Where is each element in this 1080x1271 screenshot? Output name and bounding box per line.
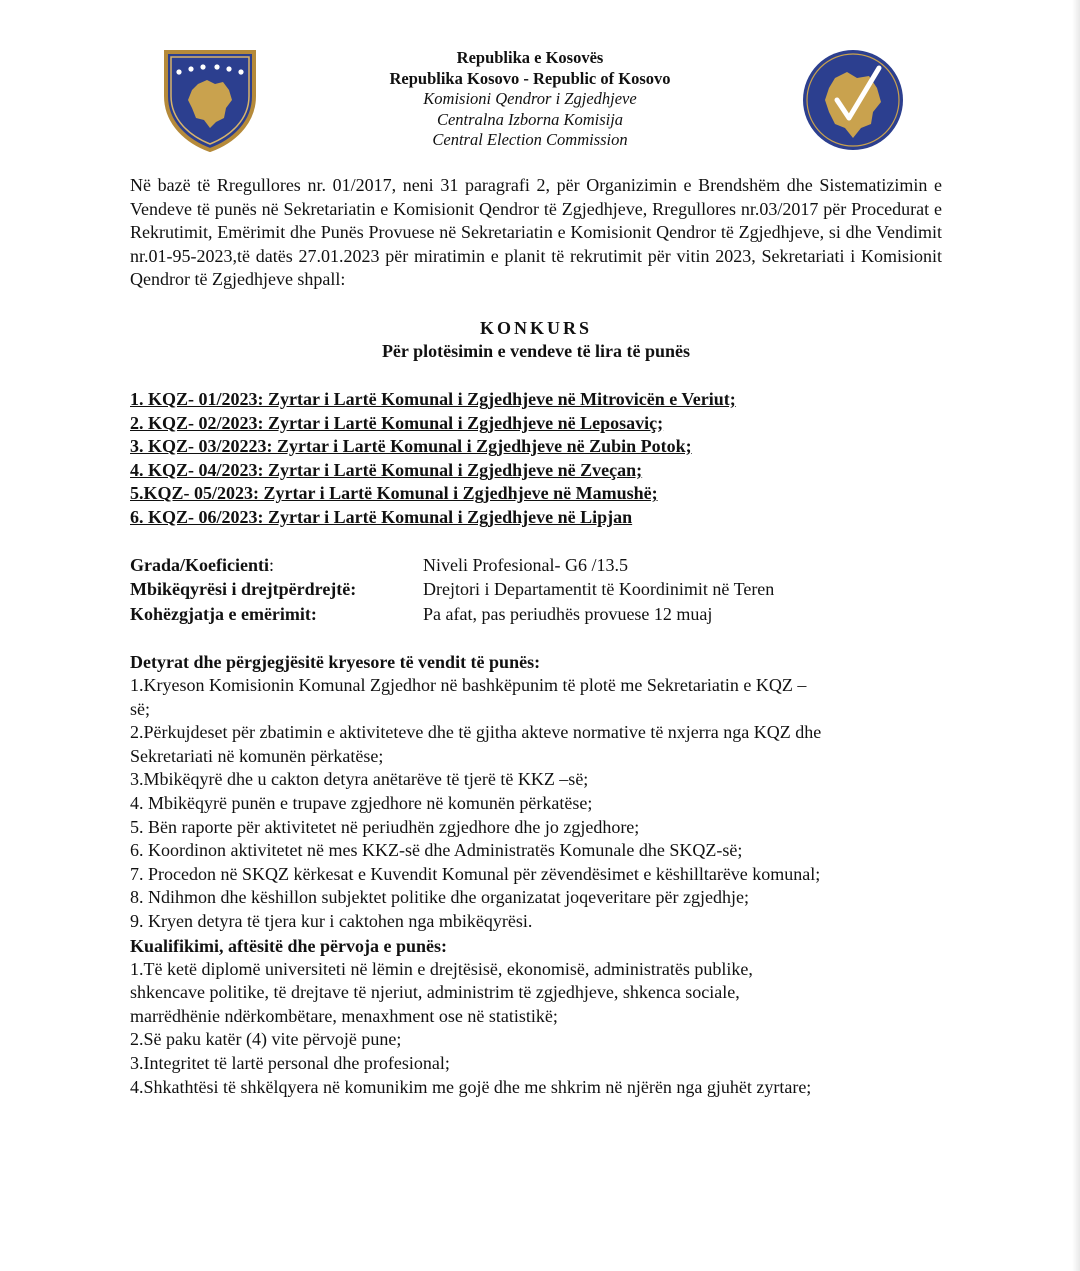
duty-item: 4. Mbikëqyrë punën e trupave zgjedhore në komunën përkatëse; [130,793,593,813]
position-item: 2. KQZ- 02/2023: Zyrtar i Lartë Komunal i Zgjedhjeve në Leposaviç; [130,412,664,433]
document-title: KONKURS [479,317,592,338]
duty-item: 6. Koordinon aktivitetet në mes KKZ-së dhe Administratës Komunale dhe SKQZ-së; [130,840,743,861]
position-item: 6. KQZ- 06/2023: Zyrtar i Lartë Komunal i Zgjedhjeve në Lipjan [130,506,633,527]
duties-list [130,674,942,934]
header-line-3: Komisioni Qendror i Zgjedhjeve [423,89,637,108]
kosovo-coat-of-arms-icon [160,48,260,152]
duty-item: 2.Përkujdeset për zbatimin e aktiviteteve dhe të gjitha akteve normative të nxjerra nga KQZ dhe [130,722,822,743]
duty-item: 5. Bën raporte për aktivitetet në periudhën zgjedhore dhe jo zgjedhore; [130,816,640,837]
document-body [130,174,942,1099]
header-line-1: Republika e Kosovës [456,48,604,67]
qualification-item: 1.Të ketë diplomë universiteti në lëmin e drejtësisë, ekonomisë, administratës publike, [130,958,753,979]
detail-label: Mbikëqyrësi i drejtpërdrejtë: [130,579,357,600]
qualification-item: shkencave politike, të drejtave të njeriut, administrim të zgjedhjeve, shkenca sociale, [130,982,740,1003]
qualification-item: 3.Integritet të lartë personal dhe profesional; [130,1052,450,1073]
qualification-item: 2.Së paku katër (4) vite përvojë pune; [130,1029,402,1050]
header-line-4: Centralna Izborna Komisija [436,109,624,129]
duty-item: 8. Ndihmon dhe këshillon subjektet politike dhe organizatat joqeveritare për zgjedhje; [130,887,749,908]
page-edge [1072,0,1080,1271]
detail-row-supervisor [130,577,942,602]
duty-item: 1.Kryeson Komisionin Komunal Zgjedhor në bashkëpunim të plotë me Sekretariatin e KQZ – [130,675,807,696]
detail-value: Drejtori i Departamentit të Koordinimit në Teren [423,579,775,600]
duty-item: 7. Procedon në SKQZ kërkesat e Kuvendit Komunal për zëvendësimet e këshilltarëve komunal; [130,863,821,884]
intro-paragraph: Në bazë të Rregullores nr. 01/2017, neni 31 paragrafi 2, për Organizimin e Brendshëm dhe Sistematizimin e Vendeve të punës në Sekretariatin e Komisionit Qendror të Zgjedhjeve, Rregullores nr.03/2017 për Procedurat e Rekrutimit, Emërimit dhe Punës Provuese në Sekretariatin e Komisionit Qendror të Zgjedhjeve, si dhe Vendimit nr.01-95-2023,të datës 27.01.2023 për miratimin e planit të rekrutimit për vitin 2023, Sekretariati i Komisionit Qendror të Zgjedhjeve shpall: [130,175,942,290]
duty-item: Sekretariati në komunën përkatëse; [130,745,384,766]
qualification-item: 4.Shkathtësi të shkëlqyera në komunikim me gojë dhe me shkrim në njërën nga gjuhët zyrtare; [130,1076,812,1097]
detail-row-grade [130,553,942,578]
position-item: 5.KQZ- 05/2023: Zyrtar i Lartë Komunal i Zgjedhjeve në Mamushë; [130,483,658,504]
duties-section [130,650,942,934]
detail-row-duration [130,602,942,627]
qualifications-list [130,958,942,1100]
positions-list [130,388,942,530]
position-item: 3. KQZ- 03/20223: Zyrtar i Lartë Komunal i Zgjedhjeve në Zubin Potok; [130,436,692,457]
header-text [270,48,790,151]
duties-heading: Detyrat dhe përgjegjësitë kryesore të vendit të punës: [130,652,541,673]
job-details [130,553,942,627]
cec-logo-icon [801,48,905,152]
position-item: 4. KQZ- 04/2023: Zyrtar i Lartë Komunal i Zgjedhjeve në Zveçan; [130,459,643,480]
document-header [160,48,905,158]
detail-value: Niveli Profesional- G6 /13.5 [423,554,628,575]
detail-label: Grada/Koeficienti: [130,554,274,575]
qualification-item: marrëdhënie ndërkombëtare, menaxhment ose në statistikë; [130,1005,558,1026]
header-line-2: Republika Kosovo - Republic of Kosovo [389,68,671,88]
detail-value: Pa afat, pas periudhës provuese 12 muaj [423,603,713,624]
position-item: 1. KQZ- 01/2023: Zyrtar i Lartë Komunal i Zgjedhjeve në Mitrovicën e Veriut; [130,388,736,409]
duty-item: së; [130,698,150,719]
duty-item: 3.Mbikëqyrë dhe u cakton detyra anëtarëve të tjerë të KKZ –së; [130,769,589,790]
duty-item: 9. Kryen detyra të tjera kur i caktohen nga mbikëqyrësi. [130,910,533,931]
header-line-5: Central Election Commission [432,130,628,149]
qualifications-heading: Kualifikimi, aftësitë dhe përvoja e punës: [130,935,447,956]
title-block [130,317,942,364]
qualifications-section [130,934,942,1100]
document-subtitle: Për plotësimin e vendeve të lira të punës [381,341,691,362]
detail-label: Kohëzgjatja e emërimit: [130,603,317,624]
